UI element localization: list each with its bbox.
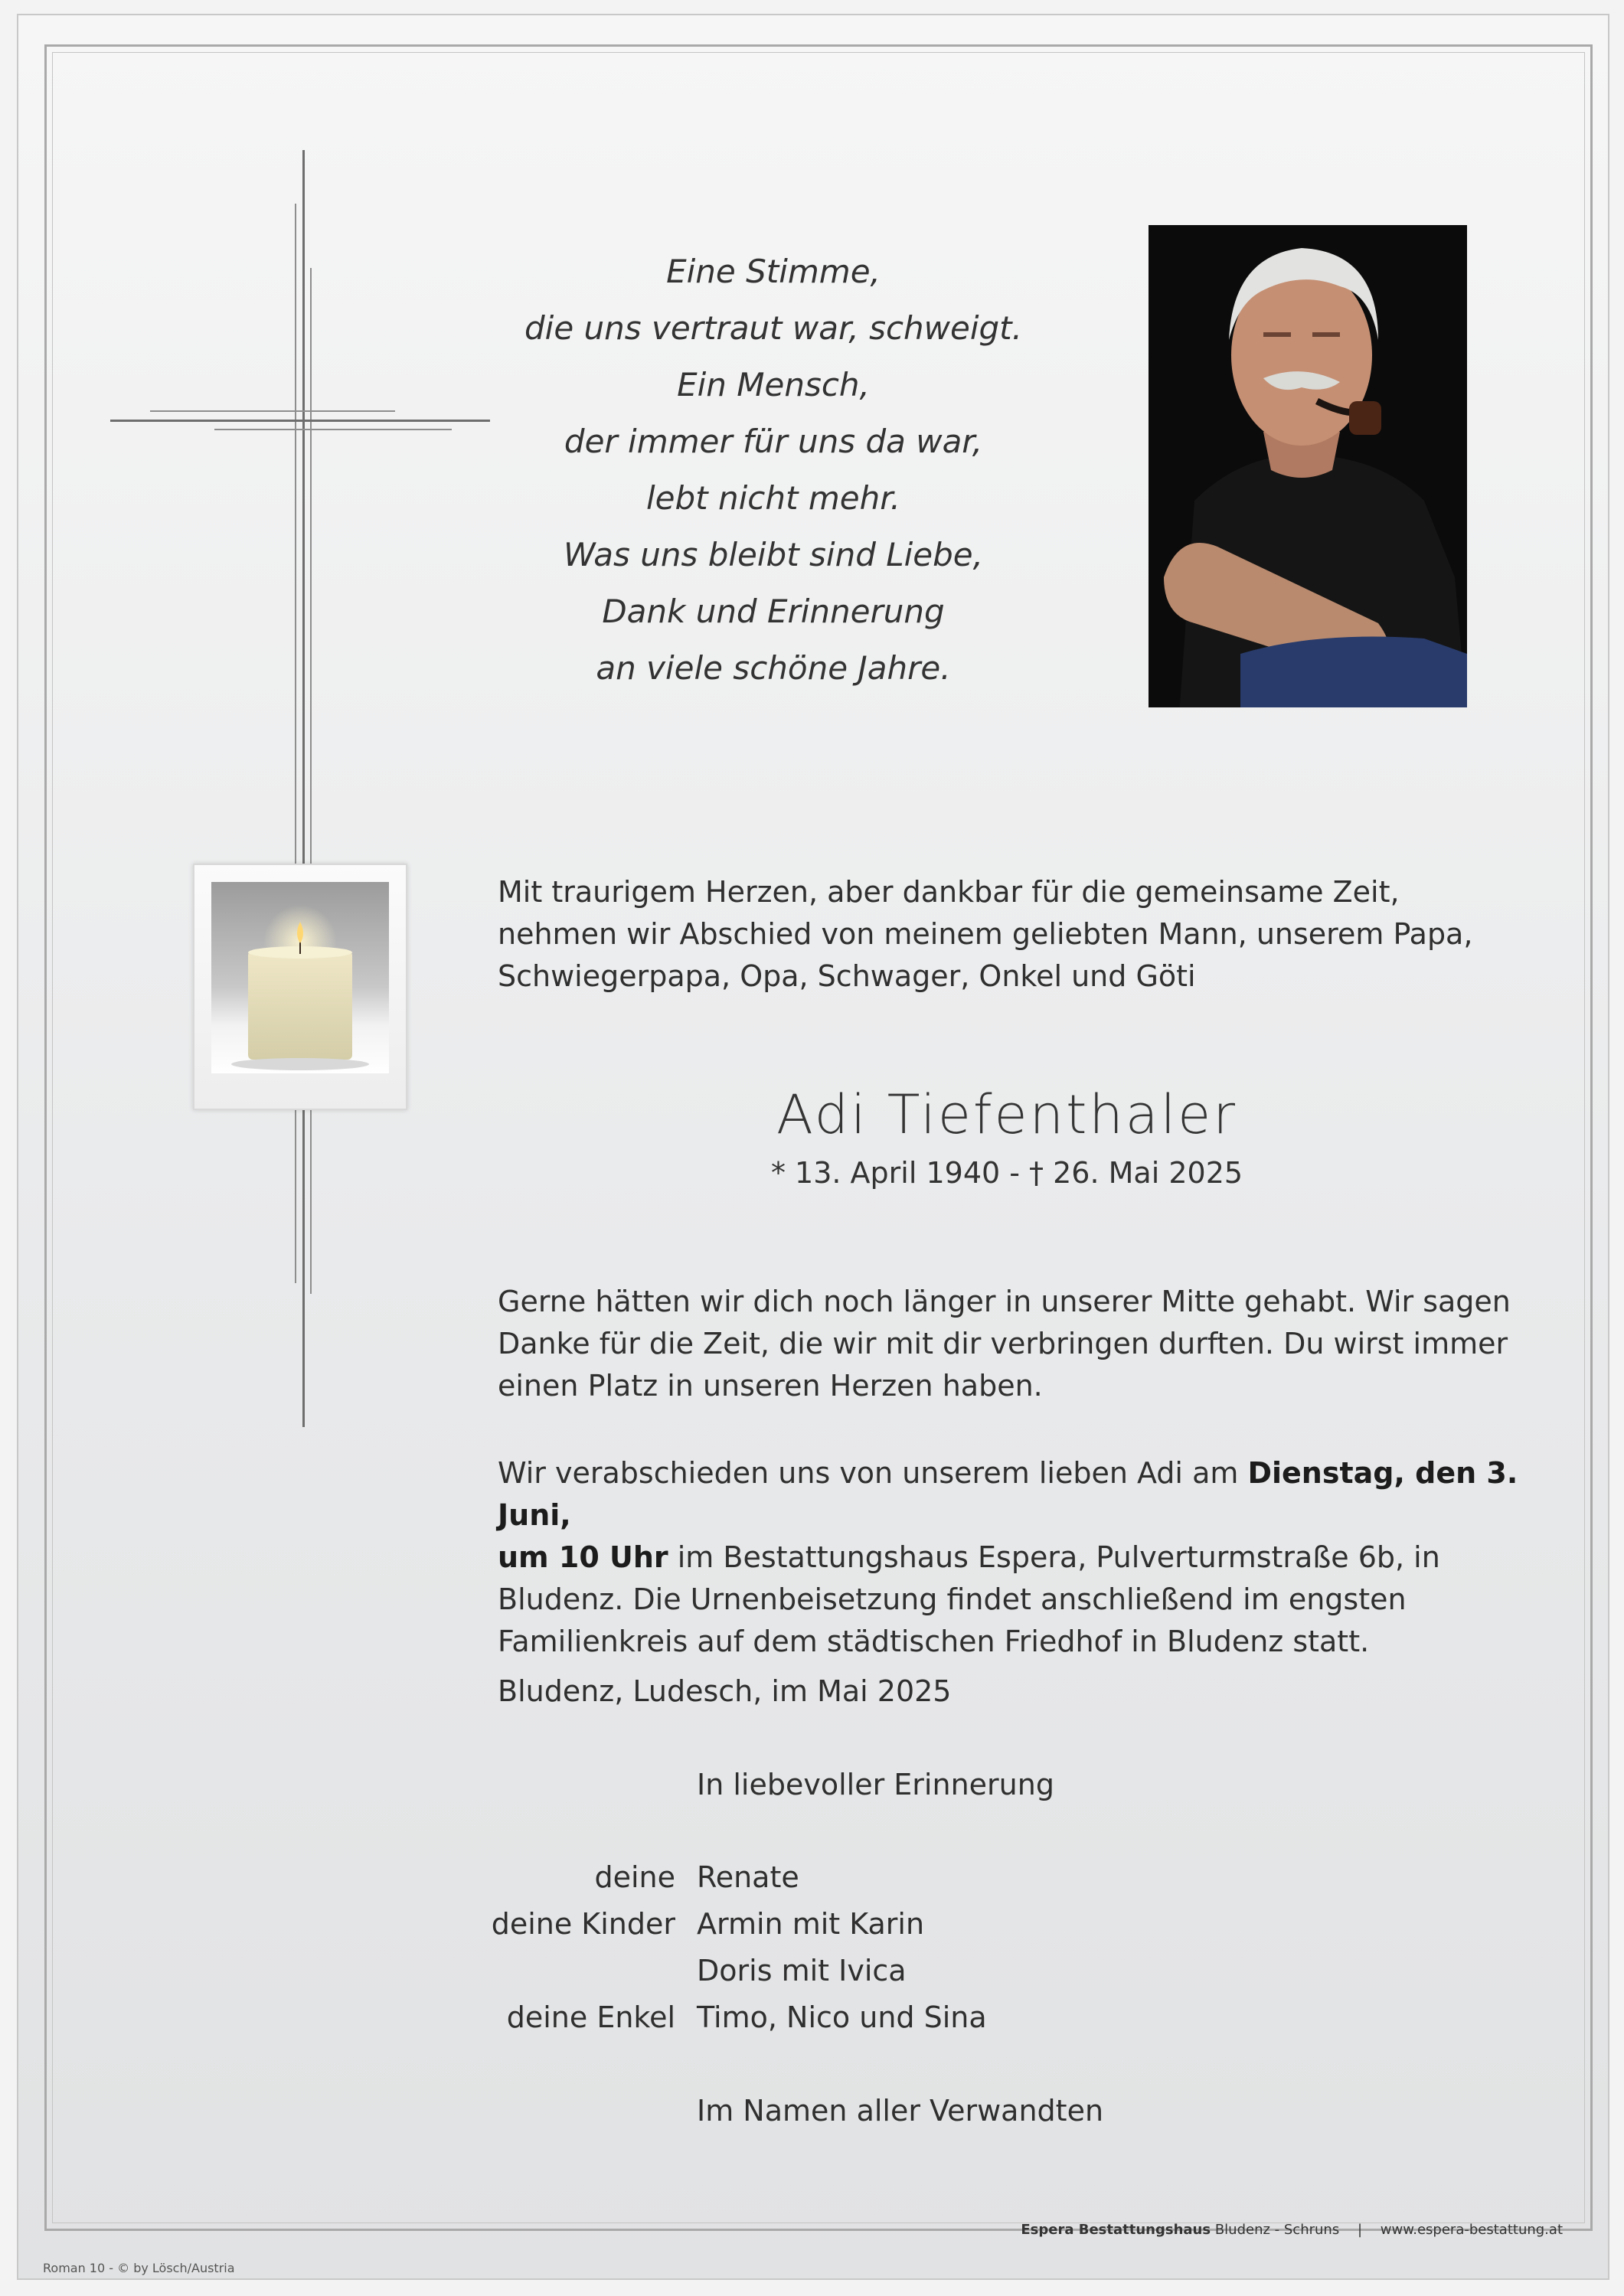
- mourner-names: Renate: [697, 1860, 799, 1894]
- deceased-name: Adi Tiefenthaler: [776, 1083, 1237, 1146]
- mourner-names: Timo, Nico und Sina: [697, 2000, 987, 2034]
- place-date: Bludenz, Ludesch, im Mai 2025: [498, 1674, 952, 1708]
- farewell-message: Gerne hätten wir dich noch länger in unserer Mitte gehabt. Wir sagen Danke für die Zeit, die wir mit dir verbringen durften. Du wirst immer einen Platz in unseren Herzen haben.: [498, 1285, 1511, 1403]
- poem-line: Dank und Erinnerung: [602, 593, 945, 630]
- poem-line: Eine Stimme,: [666, 253, 881, 290]
- poem-line: Was uns bleibt sind Liebe,: [564, 536, 983, 573]
- mourner-names: Doris mit Ivica: [697, 1954, 907, 1987]
- ceremony-lead: Wir verabschieden uns von unserem lieben Adi am: [498, 1456, 1248, 1490]
- mourner-names: Armin mit Karin: [697, 1907, 925, 1941]
- footer-separator: |: [1357, 2222, 1363, 2238]
- ceremony-time: um 10 Uhr: [498, 1540, 668, 1574]
- ceremony-details: [498, 1452, 1524, 1663]
- intro-text: Mit traurigem Herzen, aber dankbar für die gemeinsame Zeit, nehmen wir Abschied von meinem geliebten Mann, unserem Papa, Schwiegerpapa, Opa, Schwager, Onkel und Göti: [498, 875, 1473, 993]
- footer: [1021, 2222, 1563, 2238]
- poem-line: die uns vertraut war, schweigt.: [524, 309, 1022, 347]
- poem-line: Ein Mensch,: [677, 366, 870, 403]
- candle-picture: [193, 864, 407, 1110]
- footer-company: Espera Bestattungshaus: [1021, 2222, 1211, 2238]
- mourner-role: deine Kinder: [491, 1907, 675, 1941]
- footer-locations: Bludenz - Schruns: [1214, 2222, 1340, 2238]
- ceremony-rest: im Bestattungshaus Espera, Pulverturmstraße 6b, in Bludenz. Die Urnenbeisetzung findet anschließend im engsten Familienkreis auf dem städtischen Friedhof in Bludenz statt.: [498, 1540, 1440, 1658]
- ceremony-date: Dienstag, den 3. Juni,: [498, 1456, 1518, 1532]
- footer-website[interactable]: www.espera-bestattung.at: [1380, 2222, 1563, 2238]
- mourner-role: deine: [594, 1860, 675, 1894]
- poem-line: an viele schöne Jahre.: [596, 649, 951, 687]
- mourner-role: deine Enkel: [506, 2000, 675, 2034]
- poem: [490, 243, 1057, 697]
- poem-line: lebt nicht mehr.: [646, 479, 900, 517]
- closing-line: In liebevoller Erinnerung: [697, 1768, 1054, 1801]
- copyright-note: Roman 10 - © by Lösch/Austria: [43, 2261, 235, 2275]
- life-dates: * 13. April 1940 - † 26. Mai 2025: [770, 1156, 1243, 1190]
- portrait-photo: [1149, 225, 1467, 707]
- relatives-line: Im Namen aller Verwandten: [697, 2094, 1104, 2128]
- poem-line: der immer für uns da war,: [564, 423, 983, 460]
